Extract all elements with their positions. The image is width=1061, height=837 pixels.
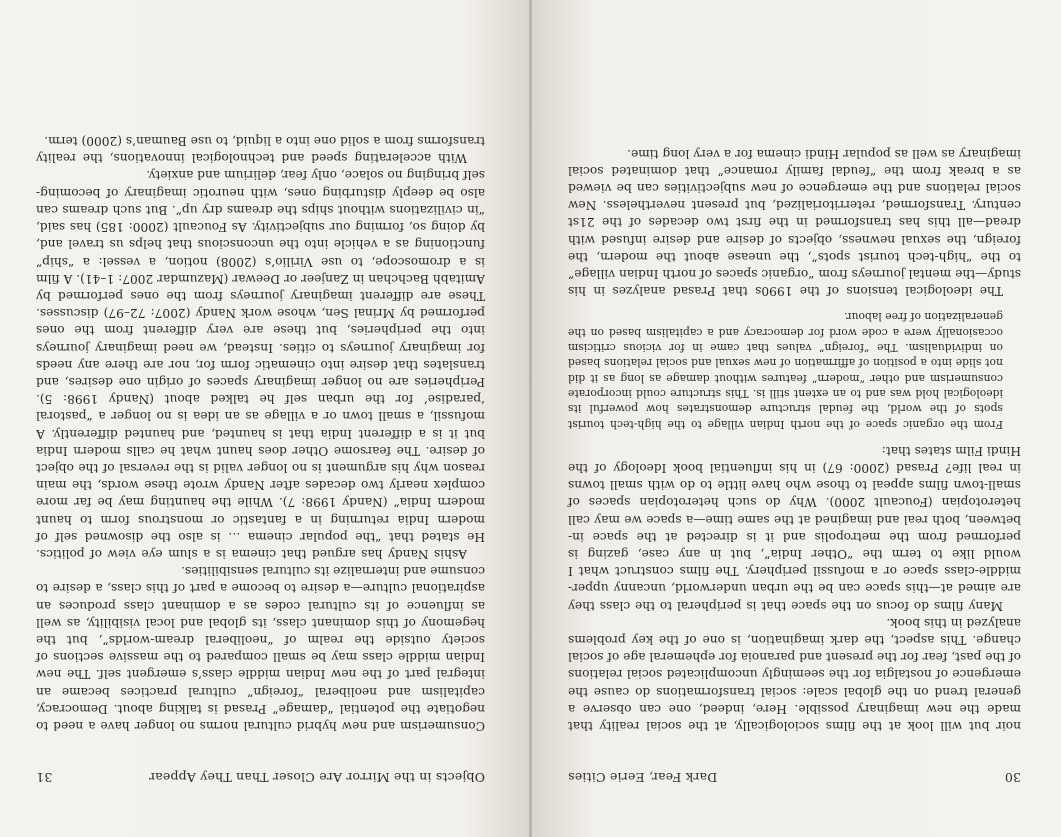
left-page-number: 30 xyxy=(1004,770,1021,785)
left-paragraph-1: noir but will look at the films sociologically, at the social reality that made the new imaginary possible. Here, indeed, one can observe a general trend on the global scale: social transformations do cause the emergence of nostalgia for the seemingly uncomplicated social relations of the past, fear for the present and paranoia for ephemeral age of social change. This aspect, the dark imagination, is one of the key problems analyzed in this book. xyxy=(568,615,1021,733)
left-page xyxy=(532,0,1061,837)
book-gutter xyxy=(529,0,532,837)
right-page xyxy=(0,0,529,837)
left-running-head-title: Dark Fear, Eerie Cities xyxy=(568,770,718,785)
right-paragraph-1: Consumerism and new hybrid cultural norms no longer have a need to negotiate the potential “damage” Prasad is talking about. Democracy, capitalism and neoliberal “foreign” cultural practices became an integral part of the new Indian middle class’s emergent self. The new Indian middle class may be small compared to the massive sections of society outside the realm of “neoliberal dream-worlds”, but the hegemony of this dominant class, its global and local visibility, as well as influence of its cultural codes as a dominant class produces an aspirational culture—a desire to become a part of this class, a desire to consume and internalize its cultural sensibilities. xyxy=(36,564,485,733)
right-paragraph-2: Ashis Nandy has argued that cinema is a slum eye view of politics. He stated that “the popular cinema … is also the disowned self of modern India returning in a fantastic or monstrous form to haunt modern India” (Nandy 1998: 7). While the haunting may be far more complex nearly two decades after Nandy wrote these words, the main reason why his argument is no longer valid is the reversal of the object of desire. The fearsome Other does haunt what he calls modern India but it is a different India that is haunted, and haunted differently. A mofussil, a small town or a village as an idea is no longer a “pastoral ‘paradise’ for the urban self he talked about (Nandy 1998: 5). Peripheries are no longer imaginary spaces of origin one desires, and translates that desire into cinematic form for, nor are there any needs for imaginary journeys to cities. Instead, we need imaginary journeys into the peripheries, but these are very different from the ones performed by Mrinal Sen, whose work Nandy (2007: 72–97) discusses. These are different imaginary journeys from the ones performed by Amitabh Bachchan in Zanjeer or Deewar (Mazumdar 2007: 1–41). A film is a dromoscope, to use Virilio’s (2008) notion, a vessel: a “ship” functioning as a vehicle into the unconscious that helps us travel and, by doing so, forming our subjectivity. As Foucault (2000: 185) has said, “in civilizations without ships the dreams dry up”. But such dreams can also be deeply disturbing ones, with neurotic imaginary of becoming-self bringing no solace, only fear, delirium and anxiety. xyxy=(36,168,485,561)
left-paragraph-3: The ideological tensions of the 1990s that Prasad analyzes in his study—the mental journeys from “organic spaces of north Indian village” to the “high-tech tourist spots”, the unease about the modern, the foreign, the sexual newness, objects of desire and desire infused with dread—all this has transformed in the first two decades of the 21st century. Transformed, reterritorialized, but present nevertheless. New social relations and the emergence of new subjectivities can be viewed as a break from the “feudal family romance” that dominated social imaginary as well as popular Hindi cinema for a very long time. xyxy=(568,146,1021,299)
left-paragraph-2: Many films do focus on the space that is peripheral to the class they are aimed at—this space can be the urban underworld, uncanny upper-middle-class space or a mofussil periphery. The films construct what I would like to term the “Other India”, but in any case, gazing is performed from the metropolis and it is directed at the space in-between, both real and imagined at the same time—a space we may call heterotopian (Foucault 2000). Why do such heterotopian spaces of small-town films appeal to those who have little to do with small towns in real life? Prasad (2000: 67) in his influential book Ideology of the Hindi Film states that: xyxy=(568,443,1021,613)
right-page-number: 31 xyxy=(36,770,53,785)
left-running-head xyxy=(568,770,1021,785)
right-running-head-title: Objects in the Mirror Are Closer Than They Appear xyxy=(148,770,485,785)
right-running-head xyxy=(36,770,485,785)
block-quote: From the organic space of the north Indian village to the high-tech tourist spots of the world, the feudal structure demonstrates how powerful its ideological hold was and to an extent still is. This structure could incorporate consumerism and other “modern” features without damage as long as it did not slide into a position of affirmation of new sexual and social relations based on individualism. The “foreign” values that came in for vicious criticism occasionally were a code word for democracy and a capitalism based on the generalization of free labour. xyxy=(568,310,1003,431)
right-paragraph-3: With accelerating speed and technological innovations, the reality transforms from a solid one into a liquid, to use Bauman’s (2000) term. xyxy=(36,134,485,166)
